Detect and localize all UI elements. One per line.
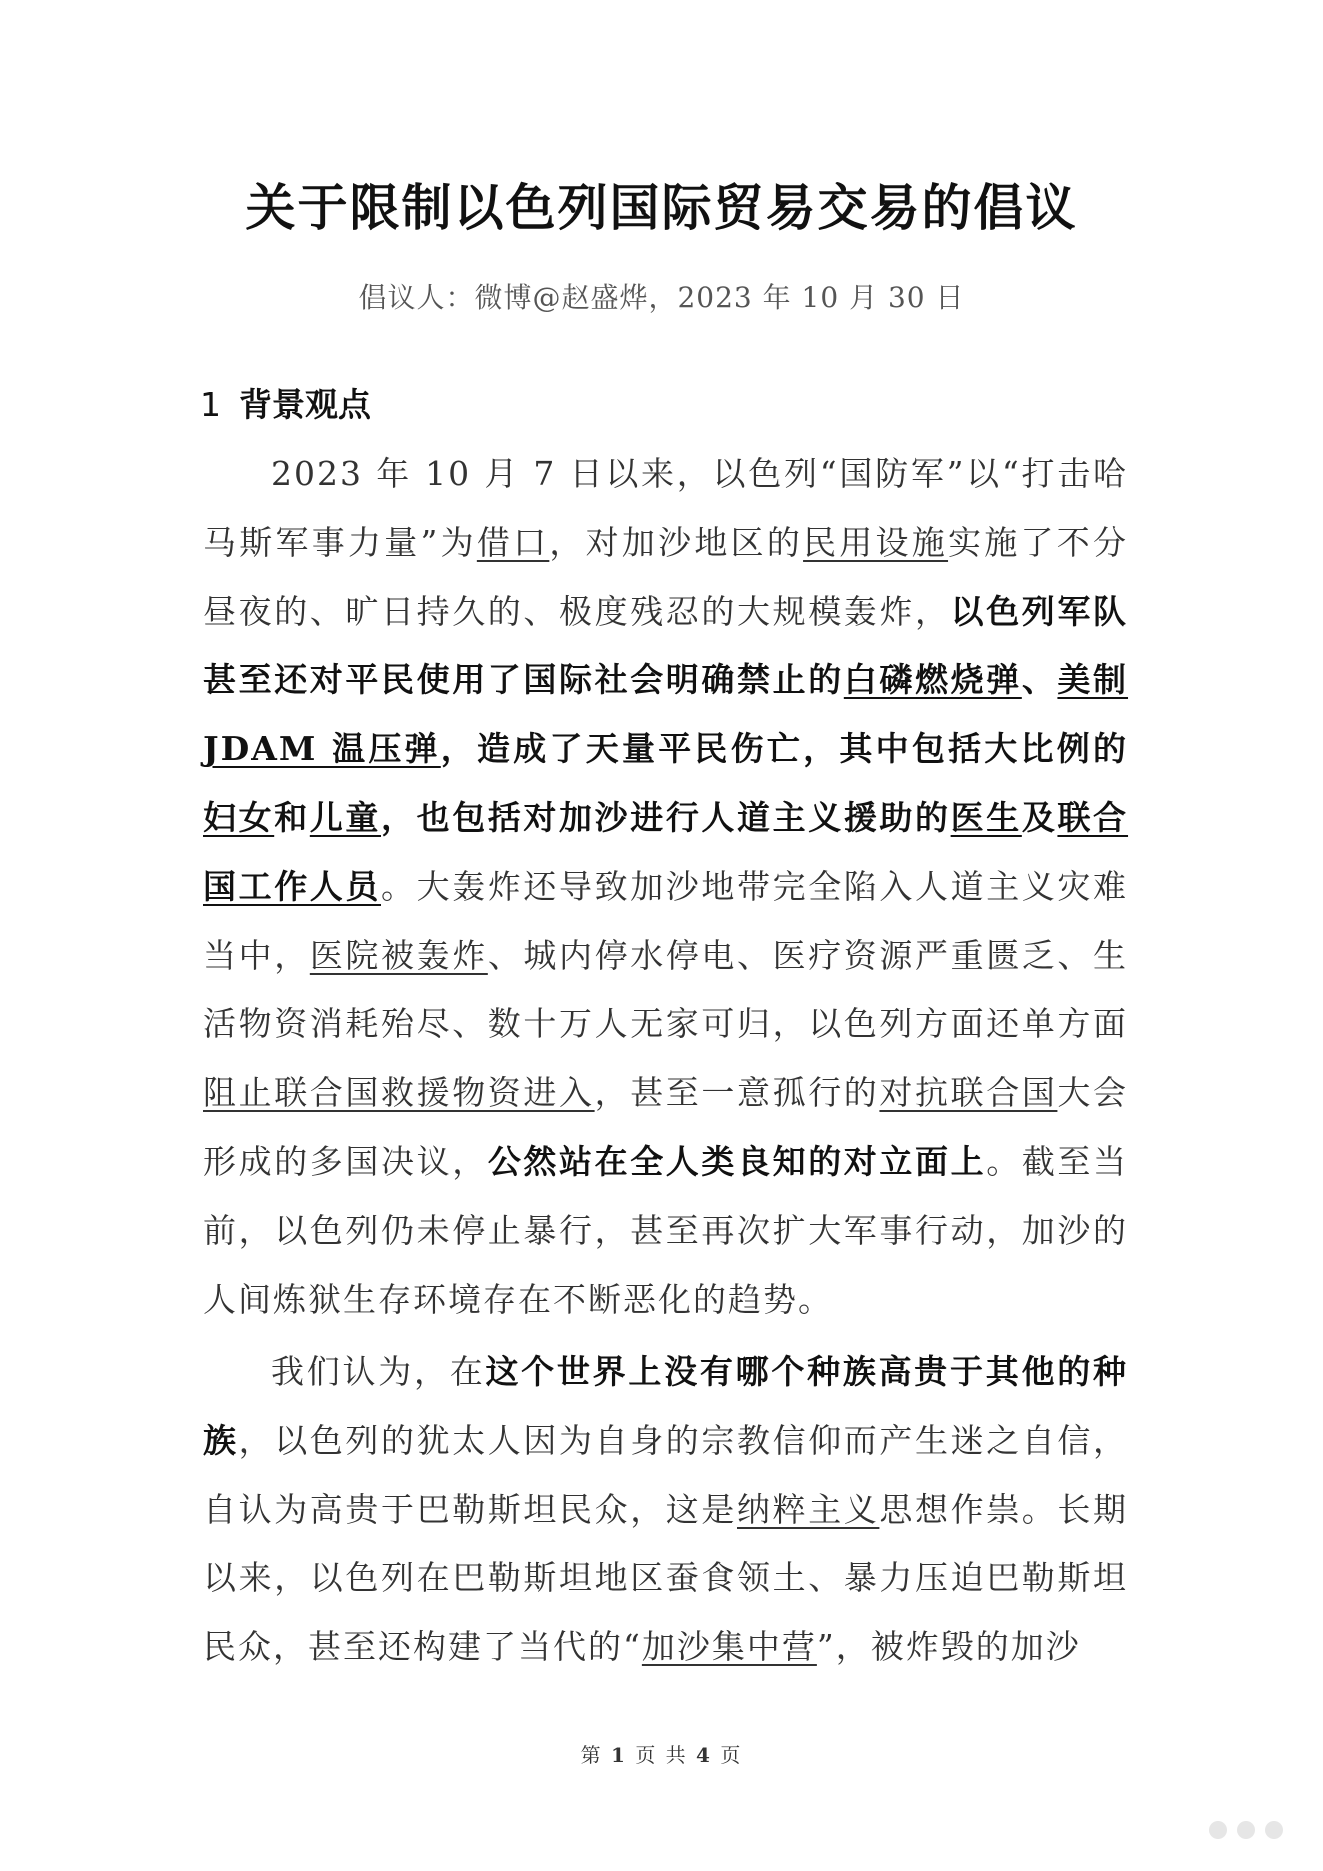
dot-icon [1237,1821,1255,1839]
section-number: 1 [200,385,221,424]
footer-prefix: 第 [580,1743,603,1767]
underlined-phrase: 民用设施 [803,522,949,562]
text-run: 。截至当前，以色列仍未停止暴行，甚至再次扩大军事行动，加沙的人间炼狱生存环境存在不断恶化的趋势。 [203,1141,1129,1319]
bold-phrase: 及 [1021,797,1058,837]
bold-phrase: 和 [274,797,310,837]
text-run: ，以色列的犹太人因为自身的宗教信仰而产生迷之自信，自认为高贵于巴勒斯坦民众，这是 [203,1420,1129,1529]
text-run: 、城内停水停电、医疗资源严重匮乏、生活物资消耗殆尽、数十万人无家可归，以色列方面还单方面 [203,935,1129,1044]
underlined-phrase: 纳粹主义 [737,1489,880,1529]
footer-middle: 页 共 [635,1743,688,1767]
page-total: 4 [696,1743,712,1767]
text-run: 实施了不分昼夜的、旷日持久的、极度残忍的大规模轰炸， [203,522,1129,631]
bold-phrase: 、 [1021,660,1058,700]
text-run: 。大轰炸还导致加沙地带完全陷入人道主义灾难当中， [203,866,1129,975]
underlined-phrase: 阻止联合国救援物资进入 [203,1073,595,1113]
underlined-phrase: 借口 [476,522,550,562]
underlined-phrase: 加沙集中营 [641,1627,817,1667]
footer-suffix: 页 [720,1743,743,1767]
bold-underlined-phrase: 白磷燃烧弹 [843,660,1022,700]
underlined-phrase: 对抗联合国 [879,1073,1058,1113]
document-title: 关于限制以色列国际贸易交易的倡议 [245,178,1078,237]
text-run: ”，被炸毁的加沙 [816,1627,1081,1667]
bold-phrase: 以色列军队甚至还对平民使用了国际社会明确禁止的 [203,591,1129,700]
section-heading [200,383,371,427]
bold-underlined-phrase: 医生 [950,797,1022,837]
bold-phrase: ，造成了天量平民伤亡，其中包括大比例的 [440,729,1129,769]
text-run: ，甚至一意孤行的 [594,1073,880,1113]
byline: 倡议人：微博@赵盛烨，2023 年 10 月 30 日 [358,281,965,314]
more-options-icon[interactable] [1209,1821,1283,1839]
bold-phrase: 公然站在全人类良知的对立面上 [487,1141,987,1181]
bold-underlined-phrase: 美制 JDAM 温压弹 [203,660,1129,769]
bold-underlined-phrase: 联合国工作人员 [203,797,1129,906]
paragraph-1 [203,440,1128,1334]
underlined-phrase: 医院被轰炸 [309,935,488,975]
text-run: ，对加沙地区的 [549,522,804,562]
bold-underlined-phrase: 儿童 [309,797,382,837]
paragraph-2 [203,1338,1128,1682]
dot-icon [1265,1821,1283,1839]
text-run: 思想作祟。长期以来，以色列在巴勒斯坦地区蚕食领土、暴力压迫巴勒斯坦民众，甚至还构建了当代的“ [203,1489,1129,1667]
bold-phrase: ，也包括对加沙进行人道主义援助的 [381,797,951,837]
text-run: 我们认为，在 [271,1352,486,1391]
page-footer [0,1740,1323,1770]
bold-underlined-phrase: 妇女 [203,797,275,837]
text-run: 大会形成的多国决议， [203,1073,1129,1181]
dot-icon [1209,1821,1227,1839]
bold-phrase: 这个世界上没有哪个种族高贵于其他的种族 [203,1352,1129,1460]
page-number: 1 [611,1743,627,1767]
text-run: 2023 年 10 月 7 日以来，以色列“国防军”以“打击哈马斯军事力量”为 [203,454,1128,562]
section-title: 背景观点 [239,385,371,424]
